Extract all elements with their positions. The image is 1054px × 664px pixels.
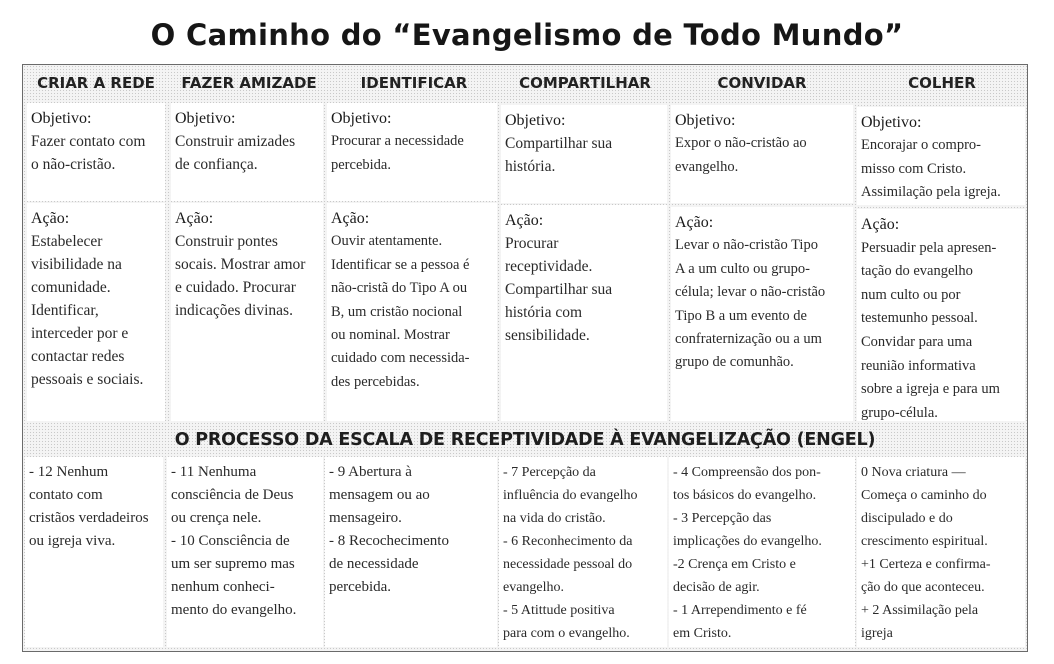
objective-label: Objetivo:: [331, 110, 392, 127]
action-label: Ação:: [331, 210, 370, 227]
objective-label: Objetivo:: [175, 110, 236, 127]
objective-label: Objetivo:: [675, 112, 736, 129]
stage-cell-criar-a-rede: [25, 457, 163, 647]
action-cell-fazer-amizade: [171, 203, 323, 421]
stage-text: - 4 Compreensão dos pon- tos básicos do evangelho. - 3 Percepção das implicações do evangelho. -2 Crença em Cristo e decisão de agir. - 1 Arrependimento e fé em Cristo.: [673, 465, 822, 641]
stage-text: - 11 Nenhuma consciência de Deus ou crença nele. - 10 Consciência de um ser supremo mas nenhum conheci- mento do evangelho.: [171, 464, 297, 618]
objective-cell-fazer-amizade: [171, 103, 323, 201]
action-label: Ação:: [505, 212, 544, 229]
objective-label: Objetivo:: [505, 112, 566, 129]
objective-text: Compartilhar sua história.: [505, 135, 613, 175]
column-header-criar-a-rede: CRIAR A REDE: [37, 74, 155, 92]
action-cell-compartilhar: [501, 205, 667, 421]
action-cell-convidar: [671, 207, 853, 421]
evangelism-chart: [22, 64, 1028, 652]
stage-cell-fazer-amizade: [167, 457, 323, 647]
objective-text: Procurar a necessidade percebida.: [331, 133, 464, 173]
action-text: Persuadir pela apresen- tação do evangelho num culto ou por testemunho pessoal. Convidar para uma reunião informativa sobre a igreja e para um grupo-célula.: [861, 239, 1000, 421]
column-header-compartilhar: COMPARTILHAR: [519, 74, 651, 92]
action-label: Ação:: [31, 210, 70, 227]
action-cell-criar-a-rede: [27, 203, 165, 421]
stage-cell-colher: [857, 457, 1025, 647]
objective-cell-colher: [857, 107, 1025, 205]
stage-text: - 7 Percepção da influência do evangelho na vida do cristão. - 6 Reconhecimento da necessidade pessoal do evangelho. - 5 Atittude positiva para com o evangelho.: [503, 465, 638, 641]
objective-label: Objetivo:: [31, 110, 92, 127]
objective-cell-convidar: [671, 105, 853, 203]
stage-text: 0 Nova criatura — Começa o caminho do discipulado e do crescimento espiritual. +1 Certeza e confirma- ção do que aconteceu. + 2 Assimilação pela igreja: [861, 465, 991, 641]
action-text: Levar o não-cristão Tipo A a um culto ou grupo- célula; levar o não-cristão Tipo B a um evento de confraternização ou a um grupo de comunhão.: [675, 237, 826, 371]
action-text: Ouvir atentamente. Identificar se a pessoa é não-cristã do Tipo A ou B, um cristão nocional ou nominal. Mostrar cuidado com necessida- des percebidas.: [331, 233, 470, 390]
action-text: Construir pontes socais. Mostrar amor e cuidado. Procurar indicações divinas.: [175, 233, 306, 319]
column-header-colher: COLHER: [908, 74, 976, 92]
objective-text: Expor o não-cristão ao evangelho.: [675, 135, 807, 175]
column-header-fazer-amizade: FAZER AMIZADE: [181, 74, 317, 92]
stage-text: - 9 Abertura à mensagem ou ao mensageiro. - 8 Recochecimento de necessidade percebida.: [329, 464, 449, 595]
objective-cell-identificar: [327, 103, 497, 201]
action-text: Estabelecer visibilidade na comunidade. Identificar, interceder por e contactar redes pessoais e sociais.: [31, 233, 144, 388]
objective-label: Objetivo:: [861, 114, 922, 131]
objective-cell-criar-a-rede: [27, 103, 165, 201]
column-header-convidar: CONVIDAR: [717, 74, 807, 92]
column-header-row: [23, 65, 1027, 101]
action-label: Ação:: [861, 216, 900, 233]
objective-text: Construir amizades de confiança.: [175, 133, 296, 173]
action-label: Ação:: [175, 210, 214, 227]
action-cell-identificar: [327, 203, 497, 421]
action-text: Procurar receptividade. Compartilhar sua história com sensibilidade.: [505, 235, 613, 344]
objective-text: Encorajar o compro- misso com Cristo. Assimilação pela igreja.: [861, 137, 1001, 201]
process-scale-title: O PROCESSO DA ESCALA DE RECEPTIVIDADE À EVANGELIZAÇÃO (ENGEL): [174, 430, 876, 450]
action-label: Ação:: [675, 214, 714, 231]
stage-cell-convidar: [669, 457, 855, 647]
page-title: O Caminho do “Evangelismo de Todo Mundo”: [150, 18, 904, 52]
objective-cell-compartilhar: [501, 105, 667, 203]
column-header-identificar: IDENTIFICAR: [360, 74, 468, 92]
stage-cell-compartilhar: [499, 457, 667, 647]
objective-text: Fazer contato com o não-cristão.: [31, 133, 146, 173]
stage-cell-identificar: [325, 457, 497, 647]
stage-text: - 12 Nenhum contato com cristãos verdadeiros ou igreja viva.: [29, 464, 149, 549]
action-cell-colher: [857, 209, 1025, 421]
